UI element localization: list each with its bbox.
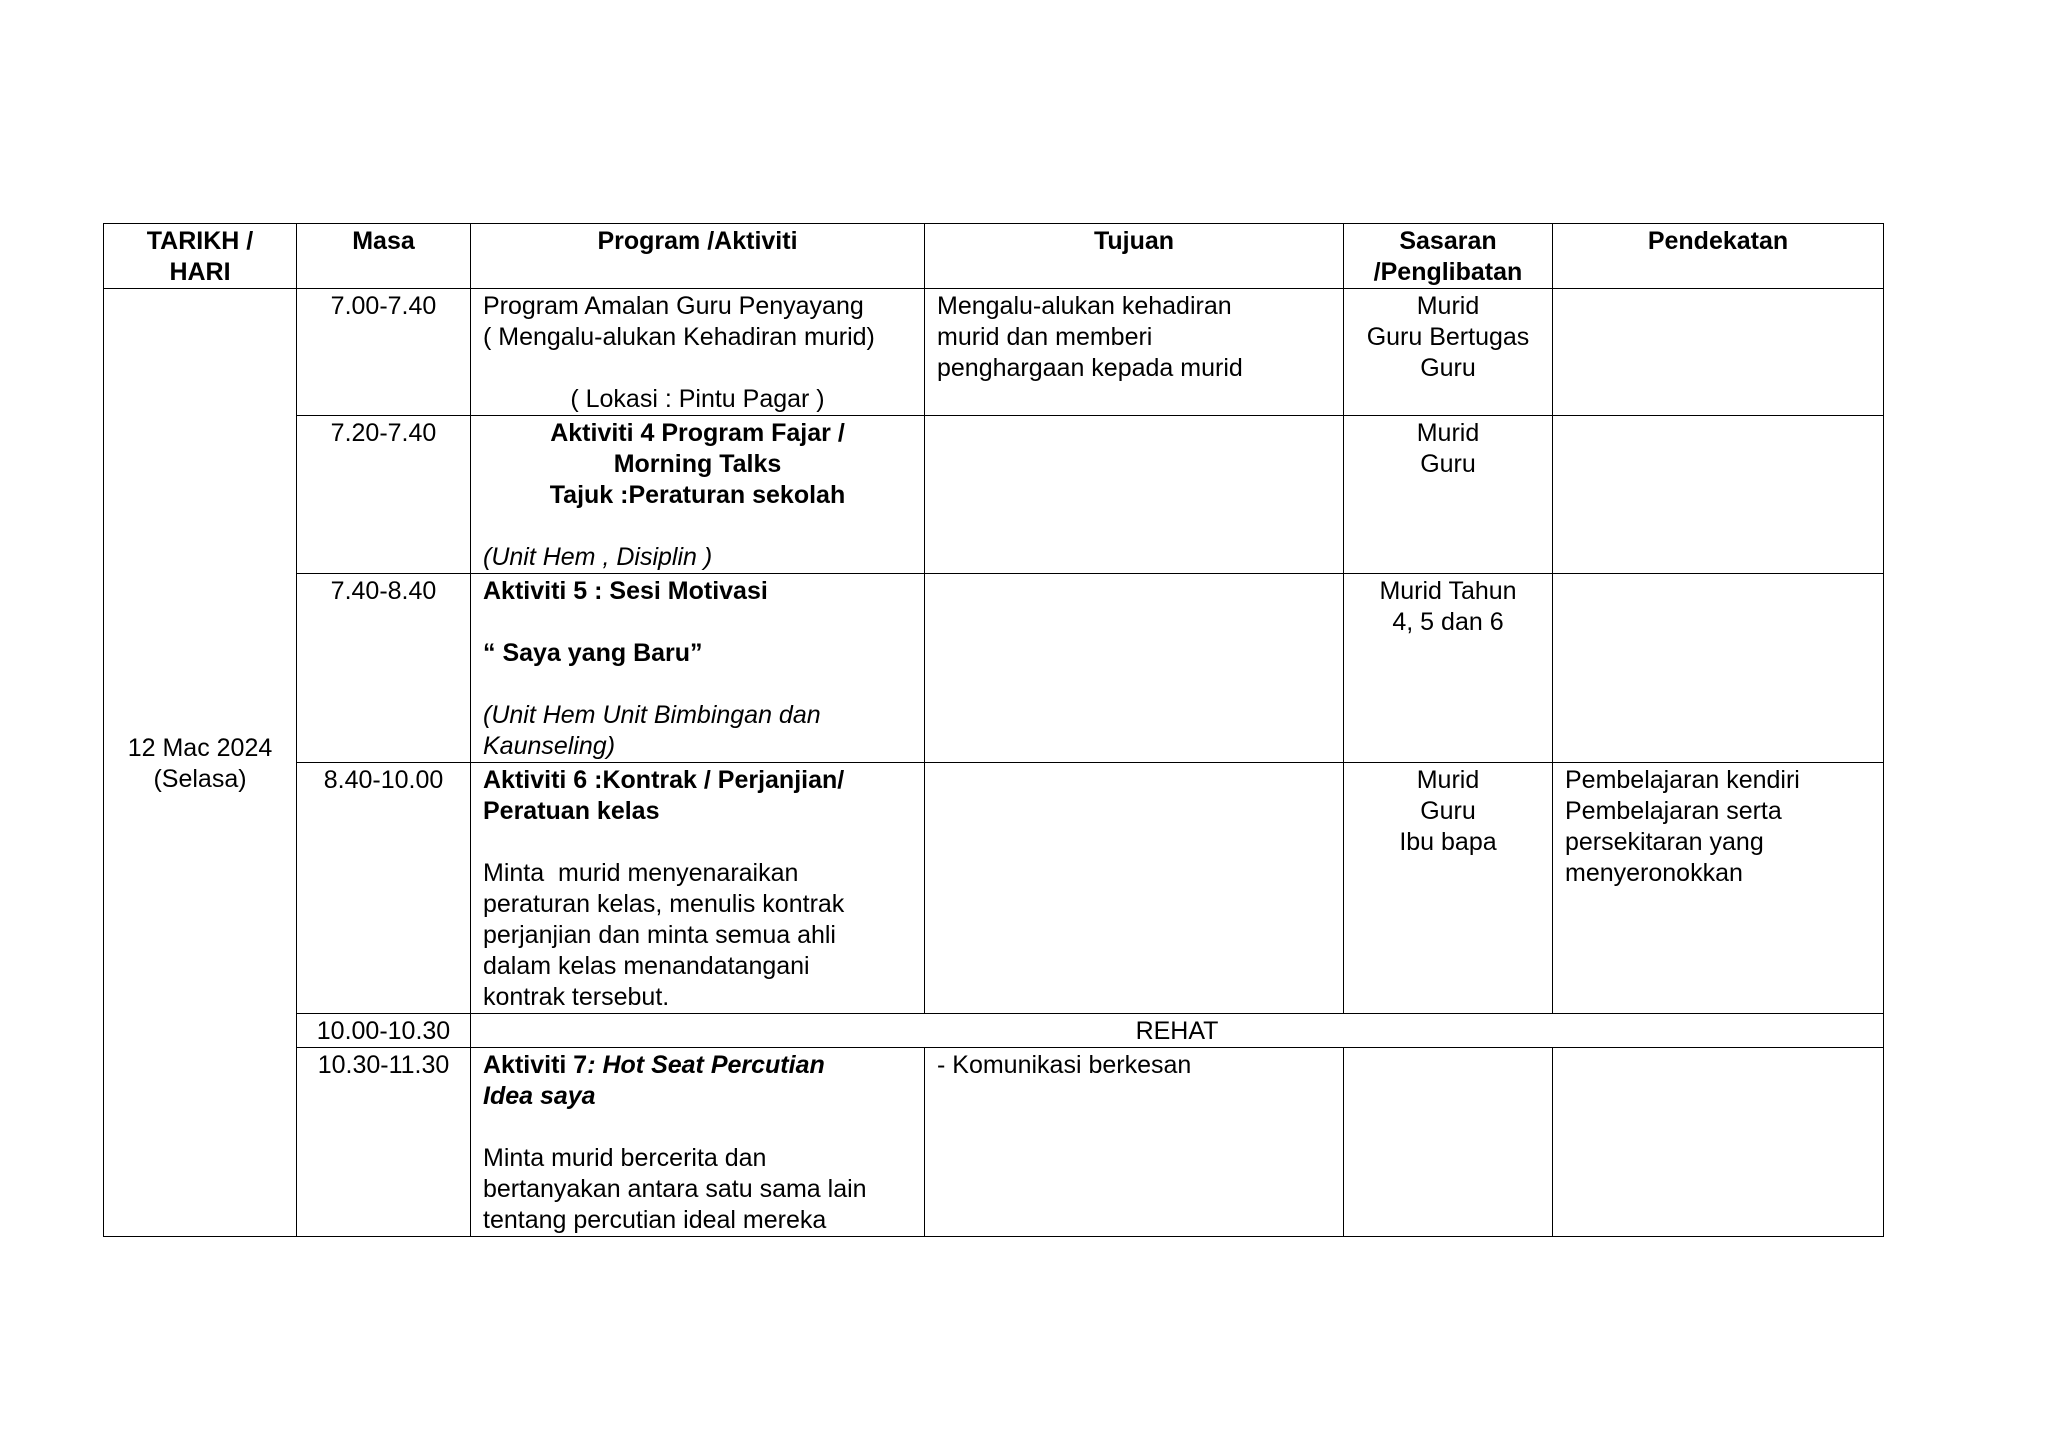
objective-cell: Mengalu-alukan kehadiran murid dan memberi penghargaan kepada murid	[925, 289, 1344, 416]
approach-cell	[1553, 1048, 1884, 1237]
program-cell: Aktiviti 5 : Sesi Motivasi “ Saya yang Baru” (Unit Hem Unit Bimbingan dan Kaunseling)	[471, 574, 925, 763]
target-cell: Murid Guru Bertugas Guru	[1344, 289, 1553, 416]
table-row	[104, 574, 1884, 763]
target-cell: Murid Guru Ibu bapa	[1344, 763, 1553, 1014]
objective-cell	[925, 574, 1344, 763]
objective-cell	[925, 763, 1344, 1014]
header-tarikh: TARIKH / HARI	[104, 224, 297, 289]
approach-cell	[1553, 574, 1884, 763]
time-cell: 7.00-7.40	[297, 289, 471, 416]
header-tujuan: Tujuan	[925, 224, 1344, 289]
approach-cell	[1553, 416, 1884, 574]
target-cell: Murid Tahun 4, 5 dan 6	[1344, 574, 1553, 763]
program-cell: Aktiviti 7: Hot Seat Percutian Idea saya Minta murid bercerita dan bertanyakan antara satu sama lain tentang percutian ideal mereka	[471, 1048, 925, 1237]
table-row	[104, 1048, 1884, 1237]
time-cell: 10.30-11.30	[297, 1048, 471, 1237]
time-cell: 10.00-10.30	[297, 1014, 471, 1048]
time-cell: 7.40-8.40	[297, 574, 471, 763]
header-pendekatan: Pendekatan	[1553, 224, 1884, 289]
date-cell: 12 Mac 2024 (Selasa)	[104, 289, 297, 1237]
program-cell: Aktiviti 6 :Kontrak / Perjanjian/ Peratuan kelas Minta murid menyenaraikan peraturan kelas, menulis kontrak perjanjian dan minta semua ahli dalam kelas menandatangani kontrak tersebut.	[471, 763, 925, 1014]
table-row	[104, 416, 1884, 574]
target-cell: Murid Guru	[1344, 416, 1553, 574]
table-row	[104, 763, 1884, 1014]
program-cell: Program Amalan Guru Penyayang ( Mengalu-alukan Kehadiran murid) ( Lokasi : Pintu Pagar )	[471, 289, 925, 416]
schedule-table	[103, 223, 1884, 1237]
header-sasaran: Sasaran /Penglibatan	[1344, 224, 1553, 289]
header-masa: Masa	[297, 224, 471, 289]
program-cell: Aktiviti 4 Program Fajar / Morning Talks Tajuk :Peraturan sekolah (Unit Hem , Disiplin )	[471, 416, 925, 574]
table-row	[104, 289, 1884, 416]
approach-cell	[1553, 289, 1884, 416]
break-row	[104, 1014, 1884, 1048]
target-cell	[1344, 1048, 1553, 1237]
time-cell: 8.40-10.00	[297, 763, 471, 1014]
header-program: Program /Aktiviti	[471, 224, 925, 289]
approach-cell: Pembelajaran kendiri Pembelajaran serta persekitaran yang menyeronokkan	[1553, 763, 1884, 1014]
header-row	[104, 224, 1884, 289]
objective-cell	[925, 416, 1344, 574]
objective-cell: - Komunikasi berkesan	[925, 1048, 1344, 1237]
break-label: REHAT	[471, 1014, 1884, 1048]
time-cell: 7.20-7.40	[297, 416, 471, 574]
